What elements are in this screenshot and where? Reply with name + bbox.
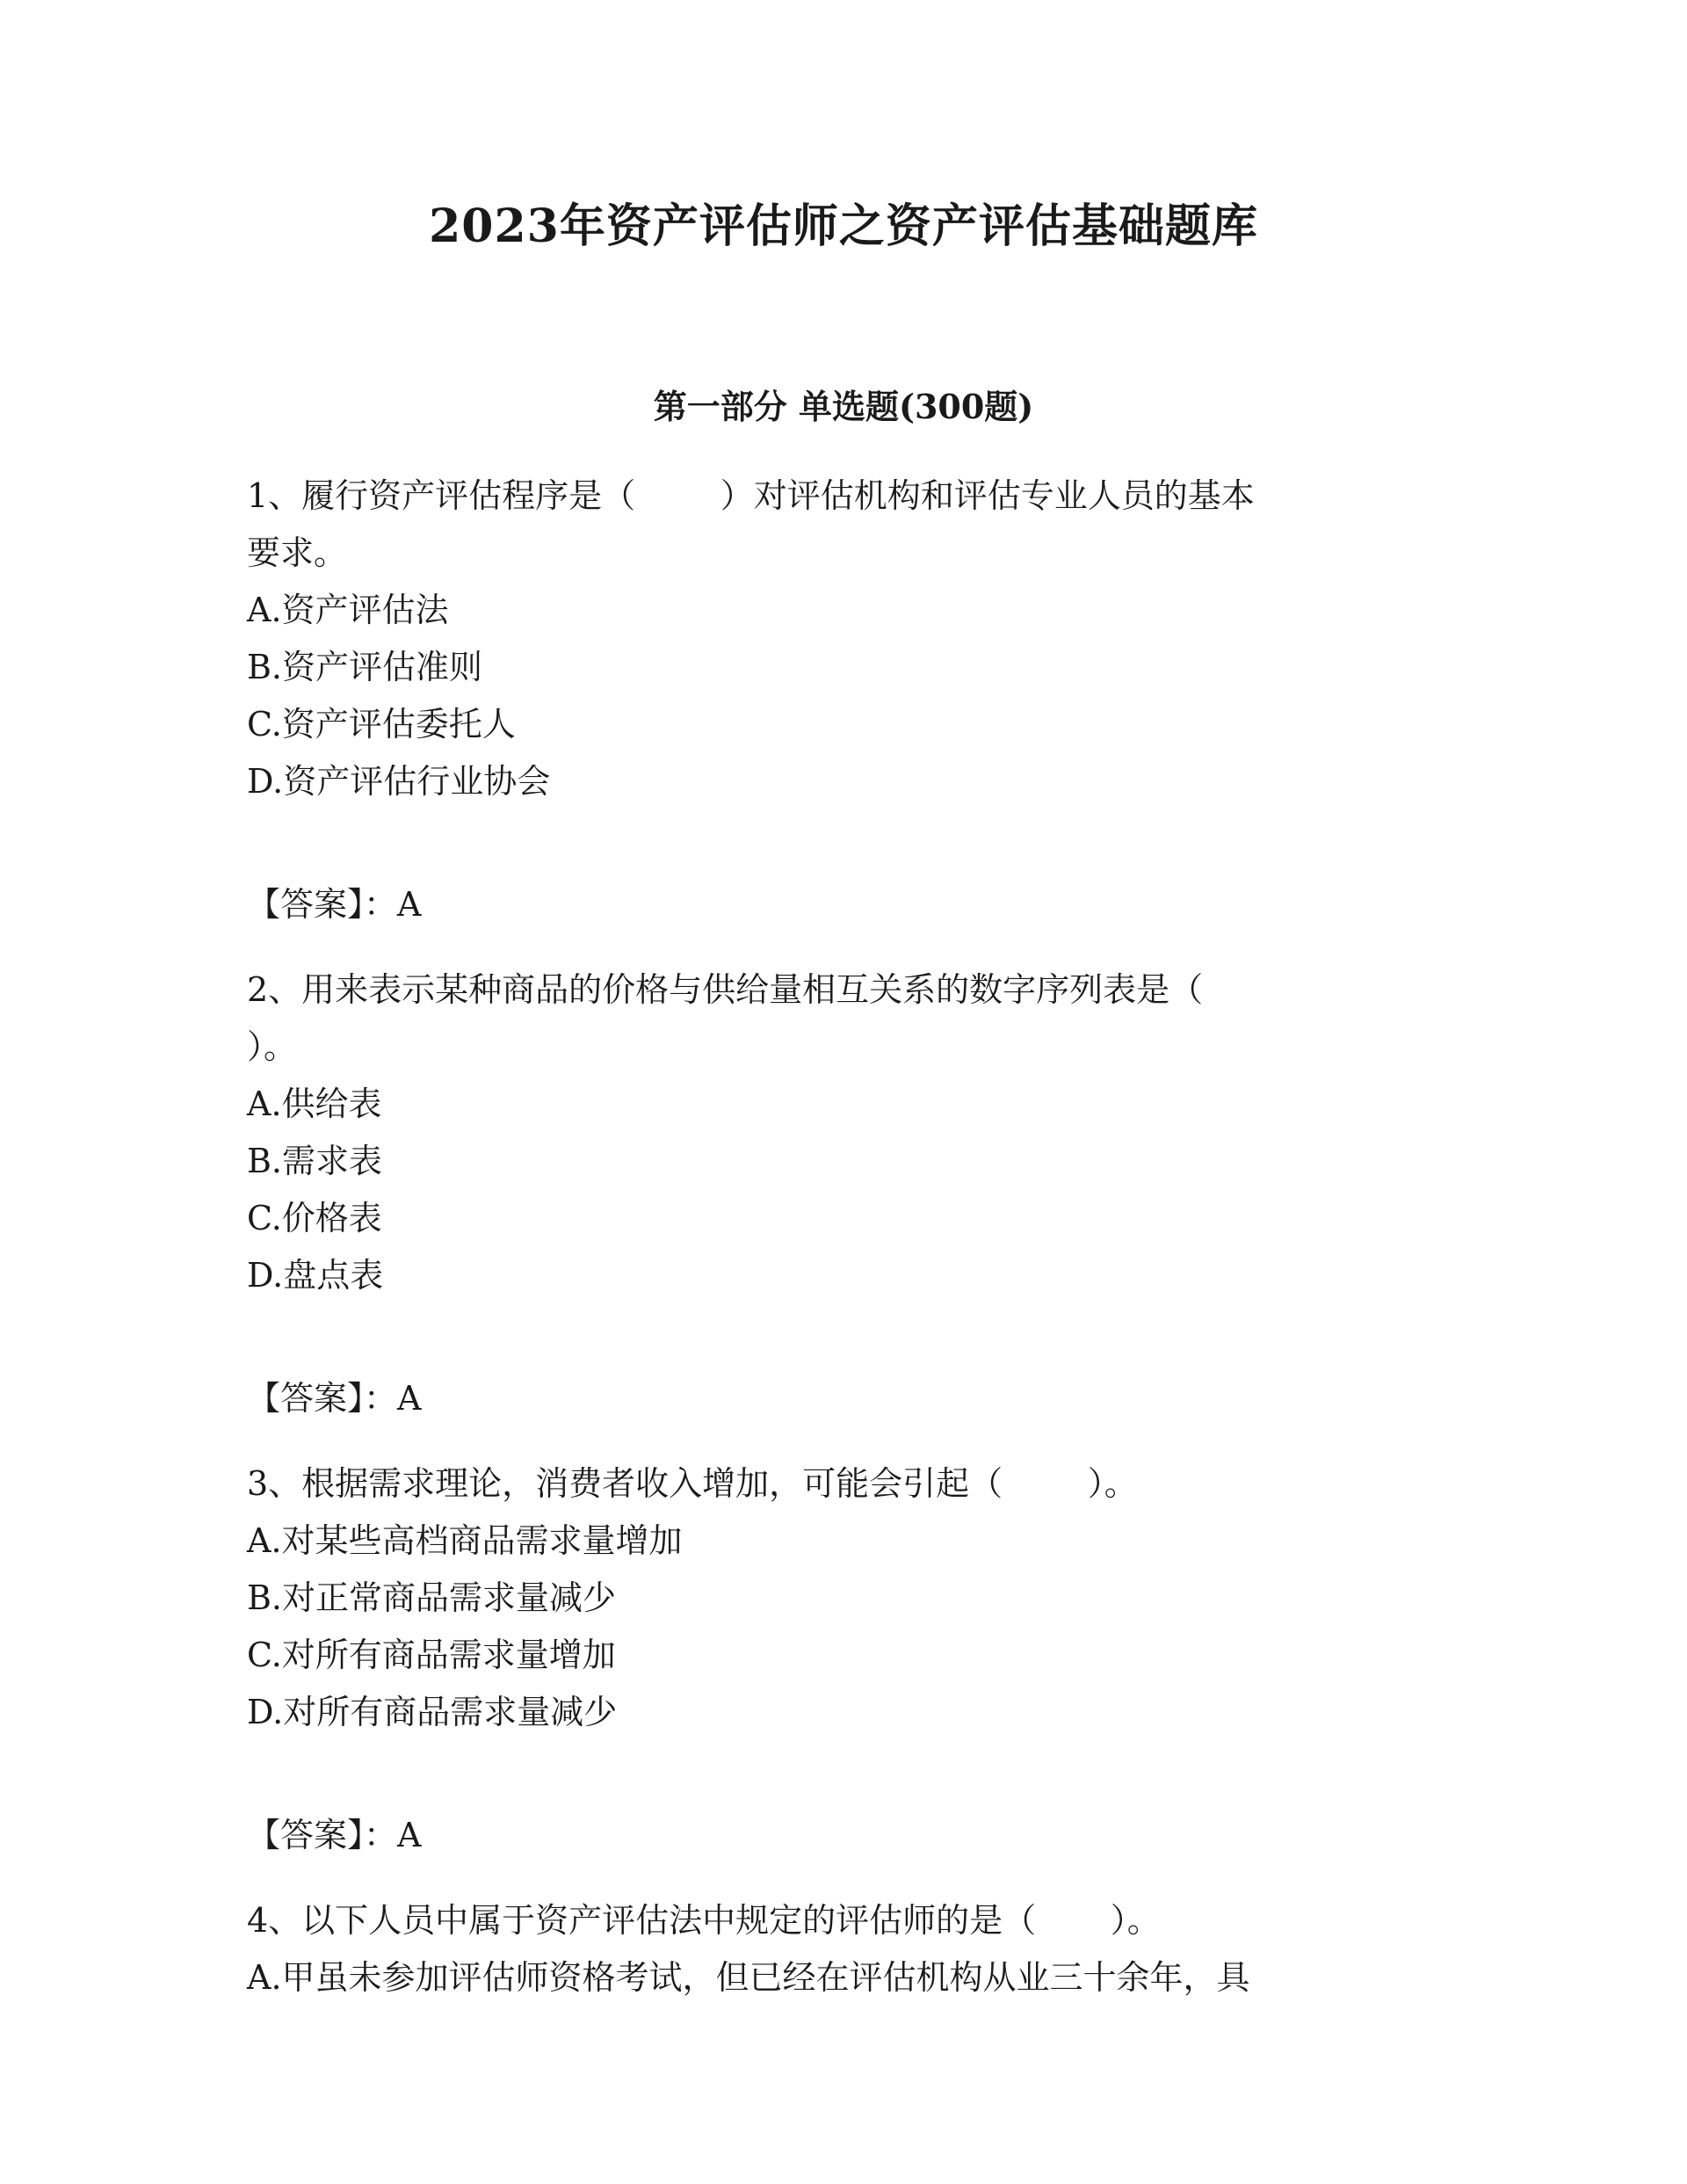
question-4 (247, 1892, 1415, 2006)
answer-line: 【答案】：A (247, 885, 422, 924)
answer-line: 【答案】：A (247, 1379, 422, 1418)
question-3 (247, 1455, 1415, 1864)
answer-line: 【答案】：A (247, 1816, 422, 1854)
option-c: C.资产评估委托人 (247, 705, 516, 744)
question-stem-line: 1、履行资产评估程序是（ ）对评估机构和评估专业人员的基本 (247, 476, 1255, 515)
option-a: A.资产评估法 (247, 591, 449, 629)
option-c: C.价格表 (247, 1199, 382, 1237)
document-title: 2023年资产评估师之资产评估基础题库 (429, 200, 1258, 253)
option-b: B.需求表 (247, 1142, 383, 1180)
question-stem-line: ）。 (247, 1027, 298, 1066)
question-list (247, 468, 1415, 2006)
option-b: B.对正常商品需求量减少 (247, 1578, 617, 1617)
question-2 (247, 961, 1415, 1427)
section-title: 第一部分 单选题(300题) (653, 387, 1034, 426)
option-b: B.资产评估准则 (247, 648, 483, 686)
option-c: C.对所有商品需求量增加 (247, 1636, 616, 1674)
option-a: A.供给表 (247, 1085, 382, 1123)
option-d: D.对所有商品需求量减少 (247, 1693, 618, 1731)
option-a: A.甲虽未参加评估师资格考试，但已经在评估机构从业三十余年，具 (247, 1958, 1250, 1997)
question-stem-line: 要求。 (247, 533, 348, 572)
question-1 (247, 468, 1415, 933)
question-stem-line: 4、以下人员中属于资产评估法中规定的评估师的是（ ）。 (247, 1901, 1161, 1940)
question-stem-line: 3、根据需求理论，消费者收入增加，可能会引起（ ）。 (247, 1464, 1138, 1503)
option-d: D.盘点表 (247, 1256, 384, 1295)
option-d: D.资产评估行业协会 (247, 762, 551, 801)
question-stem-line: 2、用来表示某种商品的价格与供给量相互关系的数字序列表是（ (247, 970, 1204, 1009)
option-a: A.对某些高档商品需求量增加 (247, 1521, 683, 1560)
